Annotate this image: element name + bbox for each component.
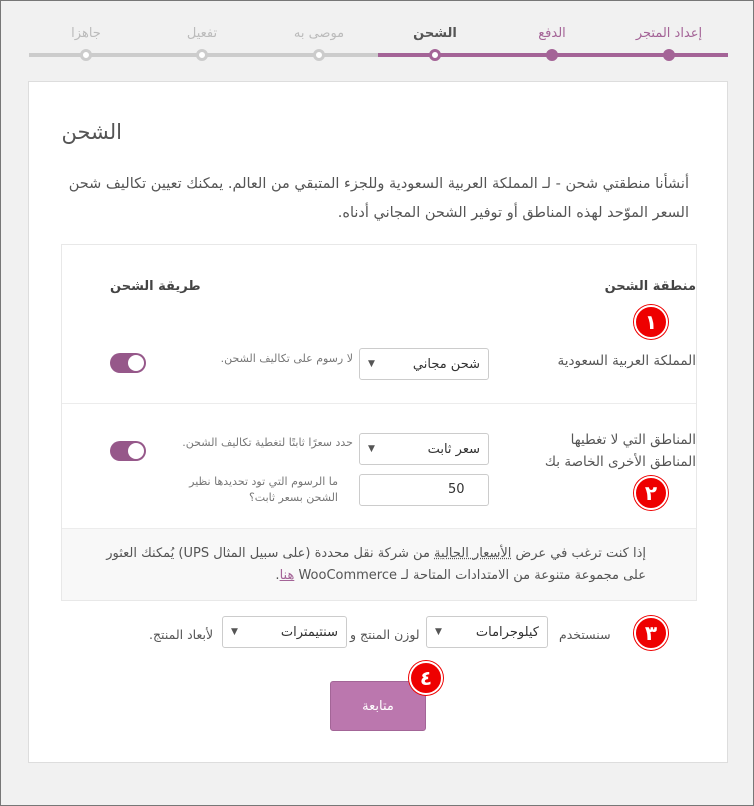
step-dot-recommended [313,49,325,61]
carrier-note-text: إذا كنت ترغب في عرض الأسعار الحالية من شركة نقل محددة (على سبيل المثال UPS) يُمكنك العثور على مجموعة متنوعة من الامتدادات المتاحة لـ WooCommerce هنا. [106,546,646,583]
column-header-method: طريقة الشحن [110,279,201,294]
shipping-method-select-rest[interactable] [359,433,489,465]
method-hint-rest: حدد سعرًا ثابتًا لتغطية تكاليف الشحن. [182,436,353,449]
select-value: شحن مجاني [412,356,480,372]
flat-rate-label: ما الرسوم التي تود تحديدها نظير الشحن بسعر ثابت؟ [189,475,338,504]
carrier-note [62,528,696,600]
zone-toggle-rest[interactable] [110,441,146,461]
column-header-zone: منطقة الشحن [604,279,696,294]
weight-unit-select[interactable] [426,616,548,648]
callout-badge-3: ٣ [634,616,668,650]
step-recommended: موصى به [293,26,345,41]
step-dot-payment [546,49,558,61]
step-shipping: الشحن [413,26,457,41]
toggle-knob [128,355,144,371]
chevron-down-icon: ▼ [231,627,238,637]
callout-badge-1: ١ [634,305,668,339]
chevron-down-icon: ▼ [368,359,375,369]
live-rates-term: الأسعار الحالية [434,546,512,561]
setup-stepper [1,1,753,71]
select-value: سنتيمترات [280,624,338,640]
extensions-link[interactable]: هنا [279,568,295,583]
select-value: كيلوجرامات [475,624,539,640]
shipping-card [28,81,728,763]
step-activate: تفعيل [186,26,218,41]
units-prefix: سنستخدم [559,627,611,642]
zone-name-saudi: المملكة العربية السعودية [557,353,696,369]
row-divider [62,403,696,404]
intro-text: أنشأنا منطقتي شحن - لـ المملكة العربية السعودية وللجزء المتبقي من العالم. يمكنك تعيين تكاليف شحن السعر الموّحد لهذه المناطق أو توفير الشحن المجاني أدناه. [68,176,689,221]
callout-badge-2: ٢ [634,476,668,510]
flat-rate-input[interactable]: 50 [359,474,489,506]
shipping-zones-table [61,244,697,601]
shipping-method-select-saudi[interactable] [359,348,489,380]
step-ready: جاهزا [71,26,101,41]
step-dot-ready [80,49,92,61]
units-middle: لوزن المنتج و [350,627,420,642]
callout-badge-4: ٤ [409,661,443,695]
step-store-setup[interactable]: إعداد المتجر [635,26,703,41]
select-value: سعر ثابت [427,441,480,457]
chevron-down-icon: ▼ [368,444,375,454]
step-dot-store-setup [663,49,675,61]
zone-name-rest-of-world: المناطق التي لا تغطيها المناطق الأخرى الخاصة بك [544,432,696,470]
dimension-unit-select[interactable] [222,616,347,648]
chevron-down-icon: ▼ [435,627,442,637]
toggle-knob [128,443,144,459]
step-dot-activate [196,49,208,61]
step-payment[interactable]: الدفع [538,26,566,41]
method-hint-saudi: لا رسوم على تكاليف الشحن. [220,352,353,365]
continue-button[interactable]: متابعة [330,681,426,731]
step-dot-shipping [429,49,441,61]
units-suffix: لأبعاد المنتج. [149,627,214,642]
page-title: الشحن [61,120,122,144]
zone-toggle-saudi[interactable] [110,353,146,373]
